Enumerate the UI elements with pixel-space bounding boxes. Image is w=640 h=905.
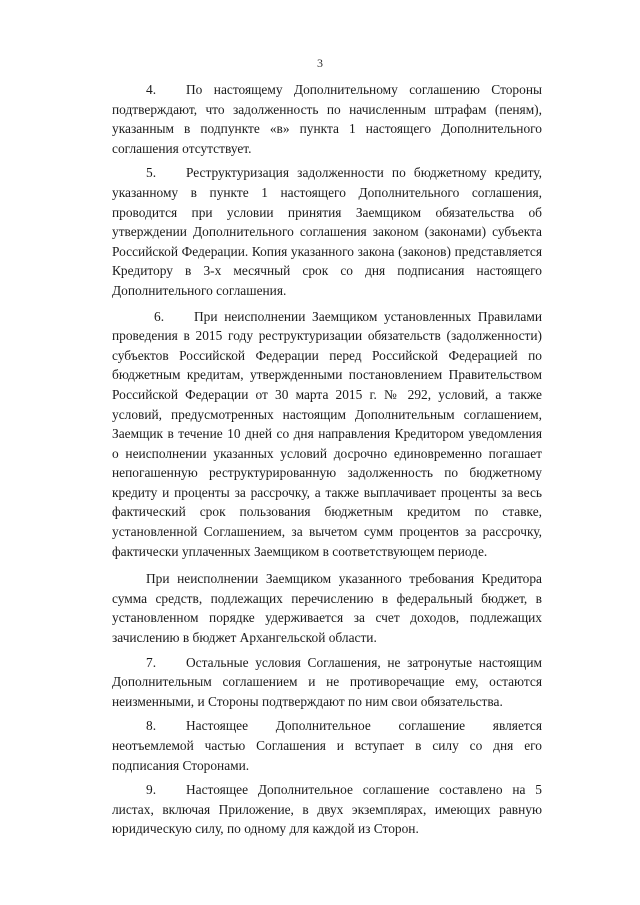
paragraph-number: 6. [154,308,165,324]
document-body [112,80,542,844]
paragraph-6 [112,307,542,562]
paragraph-text: При неисполнении Заемщиком установленных Правилами проведения в 2015 году реструктуризации обязательств (задолженности) субъектов Российской Федерации перед Российской Федерацией по бюджетным кредитам, утвержденными постановлением Правительством Российской Федерации от 30 марта 2015 г. № 292, условий, а также условий, предусмотренных настоящим Дополнительным соглашением, Заемщик в течение 10 дней со дня направления Кредитором уведомления о неисполнении указанных условий досрочно единовременно погашает непогашенную реструктурированную задолженность по бюджетному кредиту и проценты за рассрочку, а также выплачивает проценты за весь фактический срок пользования бюджетным кредитом по ставке, установленной Соглашением, за вычетом сумм процентов за рассрочку, фактически уплаченных Заемщиком в соответствующем периоде. [112,308,542,559]
paragraph-7 [112,653,542,712]
paragraph-text: При неисполнении Заемщиком указанного требования Кредитора сумма средств, подлежащих перечислению в федеральный бюджет, в установленном порядке удерживается за счет доходов, подлежащих зачислению в бюджет Архангельской области. [112,571,542,646]
paragraph-text: Реструктуризация задолженности по бюджетному кредиту, указанному в пункте 1 настоящего Дополнительного соглашения, проводится при условии принятия Заемщиком обязательства об утверждении Дополнительного соглашения законом (законами) субъекта Российской Федерации. Копия указанного закона (законов) представляется Кредитору в 3-х месячный срок со дня подписания настоящего Дополнительного соглашения. [112,165,542,298]
paragraph-9 [112,780,542,839]
paragraph-text: По настоящему Дополнительному соглашению Стороны подтверждают, что задолженность по начисленным штрафам (пеням), указанным в подпункте «в» пункта 1 настоящего Дополнительного соглашения отсутствует. [112,82,542,156]
paragraph-8 [112,716,542,775]
paragraph-text: Остальные условия Соглашения, не затронутые настоящим Дополнительным соглашением и не противоречащие ему, остаются неизменными, и Стороны подтверждают по ним свои обязательства. [112,654,542,709]
paragraph-6-continuation [112,569,542,647]
page-number: 3 [317,56,323,70]
paragraph-4 [112,80,542,158]
paragraph-text: Настоящее Дополнительное соглашение является неотъемлемой частью Соглашения и вступает в силу со дня его подписания Сторонами. [112,718,542,773]
paragraph-number: 9. [146,782,157,798]
paragraph-text: Настоящее Дополнительное соглашение составлено на 5 листах, включая Приложение, в двух экземплярах, имеющих равную юридическую силу, по одному для каждой из Сторон. [112,782,542,837]
paragraph-number: 5. [146,165,157,181]
paragraph-5 [112,163,542,300]
paragraph-number: 8. [146,718,157,734]
paragraph-number: 7. [146,654,157,670]
paragraph-number: 4. [146,82,157,97]
